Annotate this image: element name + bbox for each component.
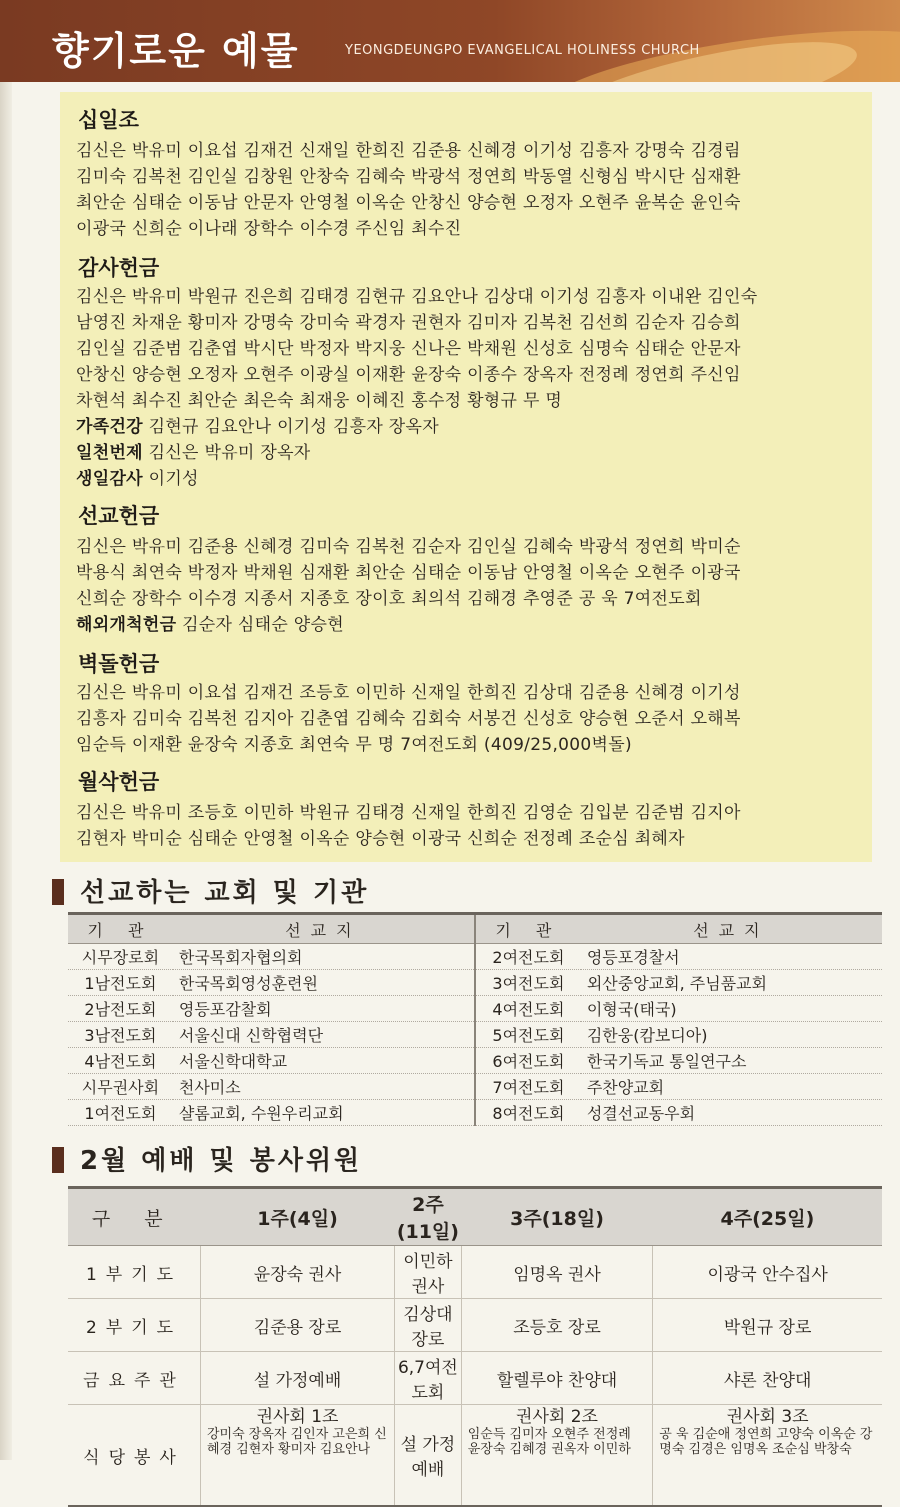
name-line: 김인실 김준범 김춘엽 박시단 박정자 박지웅 신나은 박채원 신성호 심명숙 심태순 안문자: [76, 339, 741, 359]
service-cell: 이광국 안수집사: [653, 1246, 882, 1299]
heading-bar: [52, 879, 64, 905]
org-cell: 3여전도회: [475, 970, 581, 996]
service-cell: 김준용 장로: [201, 1299, 395, 1352]
col-week-1: 1주(4일): [201, 1188, 395, 1246]
col-category: 구 분: [68, 1188, 201, 1246]
sub-offering-names: 김순자 심태순 양승현: [182, 615, 344, 635]
place-cell: 천사미소: [173, 1074, 475, 1100]
service-cell: 임명옥 권사: [461, 1246, 653, 1299]
place-cell: 한국기독교 통일연구소: [581, 1048, 882, 1074]
mission-table: [68, 912, 882, 1126]
dining-names: 공 욱 김순애 정연희 고양숙 이옥순 강명숙 김경은 임명옥 조순심 박창숙: [659, 1427, 873, 1457]
name-line: 김신은 박유미 김준용 신혜경 김미숙 김복천 김순자 김인실 김혜숙 박광석 정연희 박미순: [76, 537, 741, 557]
org-cell: 3남전도회: [68, 1022, 173, 1048]
sub-offering-line: [76, 466, 866, 492]
place-cell: 한국목회자협의회: [173, 944, 475, 970]
sub-offering-label: 생일감사: [76, 469, 143, 489]
org-cell: 2남전도회: [68, 996, 173, 1022]
col-week-2: 2주(11일): [395, 1188, 462, 1246]
mission-heading-text: 선교하는 교회 및 기관: [80, 878, 370, 908]
name-line: 김흥자 김미숙 김복천 김지아 김춘엽 김혜숙 김회숙 서봉건 신성호 양승현 오준서 오해복: [76, 709, 741, 729]
org-cell: 6여전도회: [475, 1048, 581, 1074]
table-row: [68, 1352, 882, 1405]
service-cell: 박원규 장로: [653, 1299, 882, 1352]
org-cell: 7여전도회: [475, 1074, 581, 1100]
tithe-names: [76, 138, 866, 242]
name-line: 안창신 양승현 오정자 오현주 이광실 이재환 윤장숙 이종수 장옥자 전정례 정연희 주신임: [76, 365, 741, 385]
header-banner: [0, 0, 900, 82]
dining-cell-week-4: [653, 1405, 882, 1507]
name-line: 김신은 박유미 박원규 진은희 김태경 김현규 김요안나 김상대 이기성 김흥자 이내완 김인숙: [76, 287, 758, 307]
service-table: [68, 1186, 882, 1507]
dining-cell-week-1: [201, 1405, 395, 1507]
table-row: [68, 1246, 882, 1299]
heading-bar: [52, 1147, 64, 1173]
service-cell: 이민하 권사: [395, 1246, 462, 1299]
place-cell: 영등포경찰서: [581, 944, 882, 970]
section-title-thanksgiving: 감사헌금: [78, 256, 160, 280]
section-title-brick: 벽돌헌금: [78, 652, 160, 676]
dining-group: 권사회 2조: [516, 1407, 598, 1427]
service-cell: 할렐루야 찬양대: [461, 1352, 653, 1405]
name-line: 김현자 박미순 심태순 안영철 이옥순 양승현 이광국 신희순 전정례 조순심 최혜자: [76, 829, 685, 849]
org-cell: 5여전도회: [475, 1022, 581, 1048]
monthly-offering-names: [76, 800, 866, 852]
org-cell: 시무권사회: [68, 1074, 173, 1100]
table-row: [68, 1100, 882, 1126]
place-cell: 김한웅(캄보디아): [581, 1022, 882, 1048]
dining-names: 강미숙 장옥자 김인자 고은희 신혜경 김현자 황미자 김요안나: [207, 1427, 387, 1457]
name-line: 김신은 박유미 조등호 이민하 박원규 김태경 신재일 한희진 김영순 김입분 김준범 김지아: [76, 803, 741, 823]
name-line: 김신은 박유미 이요섭 김재건 신재일 한희진 김준용 신혜경 이기성 김흥자 강명숙 김경림: [76, 141, 741, 161]
place-cell: 성결선교동우회: [581, 1100, 882, 1126]
table-row: [68, 1074, 882, 1100]
place-cell: 이형국(태국): [581, 996, 882, 1022]
sub-offering-names: 김신은 박유미 장옥자: [148, 443, 311, 463]
name-line: 임순득 이재환 윤장숙 지종호 최연숙 무 명 7여전도회 (409/25,000벽돌): [76, 735, 632, 755]
name-line: 박용식 최연숙 박정자 박채원 심재환 최안순 심태순 이동남 안영철 이옥순 오현주 이광국: [76, 563, 741, 583]
place-cell: 외산중앙교회, 주님품교회: [581, 970, 882, 996]
name-line: 차현석 최수진 최안순 최은숙 최재웅 이혜진 홍수정 황형규 무 명: [76, 391, 563, 411]
name-line: 이광국 신희순 이나래 장학수 이수경 주신임 최수진: [76, 219, 462, 239]
sub-offering-line: [76, 612, 866, 638]
sub-offering-label: 가족건강: [76, 417, 143, 437]
service-cell: 설 가정예배: [201, 1352, 395, 1405]
page-title: 향기로운 예물: [52, 29, 300, 73]
org-cell: 시무장로회: [68, 944, 173, 970]
table-row: [68, 970, 882, 996]
col-week-4: 4주(25일): [653, 1188, 882, 1246]
table-row: [68, 944, 882, 970]
col-org: 기 관: [68, 914, 173, 944]
row-label: 2부기도: [68, 1299, 201, 1352]
section-title-mission: 선교헌금: [78, 504, 160, 528]
service-cell: 샤론 찬양대: [653, 1352, 882, 1405]
table-row: [68, 1022, 882, 1048]
place-cell: 샬롬교회, 수원우리교회: [173, 1100, 475, 1126]
org-cell: 8여전도회: [475, 1100, 581, 1126]
row-label: 1부기도: [68, 1246, 201, 1299]
sub-offering-label: 일천번제: [76, 443, 143, 463]
section-title-monthly: 월삭헌금: [78, 770, 160, 794]
service-heading-text: 2월 예배 및 봉사위원: [80, 1146, 363, 1176]
org-cell: 2여전도회: [475, 944, 581, 970]
dining-group: 권사회 1조: [256, 1407, 339, 1427]
col-place: 선교지: [581, 914, 882, 944]
service-cell: 6,7여전도회: [395, 1352, 462, 1405]
org-cell: 4남전도회: [68, 1048, 173, 1074]
place-cell: 서울신대 신학협력단: [173, 1022, 475, 1048]
sub-offering-line: [76, 440, 866, 466]
service-cell: 조등호 장로: [461, 1299, 653, 1352]
row-label: 식당봉사: [68, 1405, 201, 1507]
org-cell: 1여전도회: [68, 1100, 173, 1126]
place-cell: 한국목회영성훈련원: [173, 970, 475, 996]
dining-names: 임순득 김미자 오현주 전정례 윤장숙 김혜경 권옥자 이민하: [467, 1427, 631, 1457]
col-place: 선교지: [173, 914, 475, 944]
mission-section-heading: [52, 872, 369, 909]
row-label: 금요주관: [68, 1352, 201, 1405]
offering-list-box: [60, 92, 872, 862]
name-line: 신희순 장학수 이수경 지종서 지종호 장이호 최의석 김해경 추영준 공 욱 7여전도회: [76, 589, 702, 609]
place-cell: 서울신학대학교: [173, 1048, 475, 1074]
col-org: 기 관: [475, 914, 581, 944]
dining-cell-week-2: 설 가정예배: [395, 1405, 462, 1507]
dining-group: 권사회 3조: [726, 1407, 809, 1427]
org-cell: 4여전도회: [475, 996, 581, 1022]
table-row: [68, 1048, 882, 1074]
service-cell: 윤장숙 권사: [201, 1246, 395, 1299]
dining-cell-week-3: [461, 1405, 653, 1507]
church-name: YEONGDEUNGPO EVANGELICAL HOLINESS CHURCH: [345, 43, 700, 58]
sub-offering-label: 해외개척헌금: [76, 615, 177, 635]
section-title-tithe: 십일조: [78, 108, 139, 132]
place-cell: 영등포감찰회: [173, 996, 475, 1022]
table-row: [68, 1405, 882, 1507]
table-row: [68, 996, 882, 1022]
sub-offering-names: 이기성: [148, 469, 199, 489]
sub-offering-line: [76, 414, 866, 440]
brick-offering-names: [76, 680, 866, 758]
name-line: 남영진 차재운 황미자 강명숙 강미숙 곽경자 권현자 김미자 김복천 김선희 김순자 김승희: [76, 313, 741, 333]
name-line: 최안순 심태순 이동남 안문자 안영철 이옥순 안창신 양승현 오정자 오현주 윤복순 윤인숙: [76, 193, 741, 213]
table-row: [68, 1299, 882, 1352]
sub-offering-names: 김현규 김요안나 이기성 김흥자 장옥자: [148, 417, 439, 437]
place-cell: 주찬양교회: [581, 1074, 882, 1100]
thanksgiving-names: [76, 284, 866, 492]
service-section-heading: [52, 1140, 362, 1177]
page-edge: [0, 82, 12, 1460]
name-line: 김신은 박유미 이요섭 김재건 조등호 이민하 신재일 한희진 김상대 김준용 신혜경 이기성: [76, 683, 741, 703]
mission-offering-names: [76, 534, 866, 638]
name-line: 김미숙 김복천 김인실 김창원 안창숙 김혜숙 박광석 정연희 박동열 신형심 박시단 심재환: [76, 167, 741, 187]
service-cell: 김상대 장로: [395, 1299, 462, 1352]
org-cell: 1남전도회: [68, 970, 173, 996]
col-week-3: 3주(18일): [461, 1188, 653, 1246]
